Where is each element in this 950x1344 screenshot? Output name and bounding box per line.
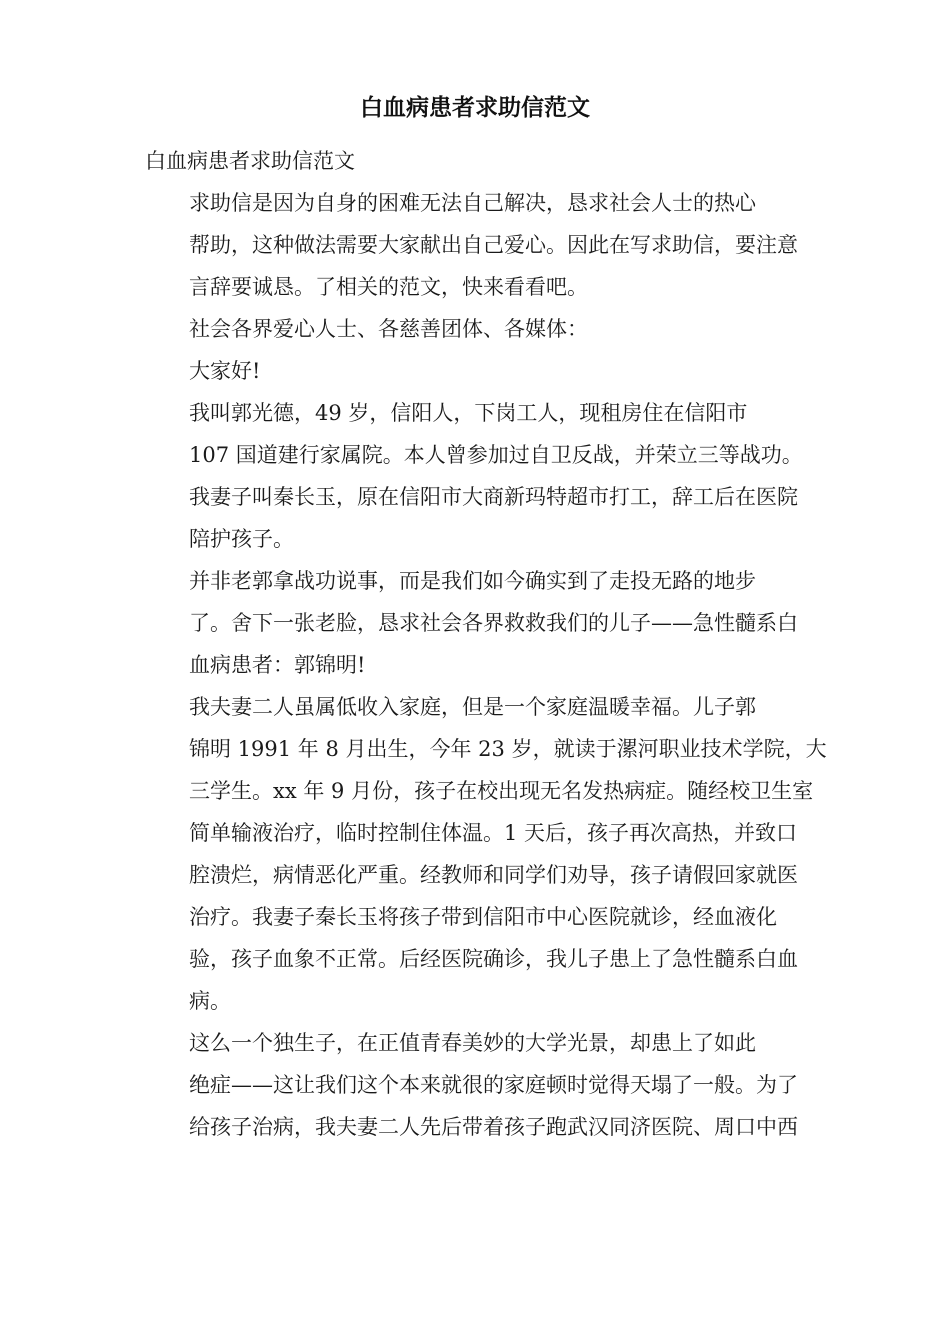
paragraph-line: 陪护孩子。 — [189, 527, 294, 551]
paragraph-line: 我夫妻二人虽属低收入家庭，但是一个家庭温暖幸福。儿子郭 — [189, 695, 756, 719]
paragraph-list — [145, 182, 827, 1148]
document-title: 白血病患者求助信范文 — [360, 95, 590, 121]
paragraph-line: 治疗。我妻子秦长玉将孩子带到信阳市中心医院就诊，经血液化 — [189, 905, 777, 929]
paragraph-line: 了。舍下一张老脸，恳求社会各界救救我们的儿子——急性髓系白 — [189, 611, 798, 635]
paragraph-line: 帮助，这种做法需要大家献出自己爱心。因此在写求助信，要注意 — [189, 233, 798, 257]
paragraph — [145, 182, 800, 308]
paragraph-line: 社会各界爱心人士、各慈善团体、各媒体： — [189, 317, 588, 341]
paragraph-line: 并非老郭拿战功说事，而是我们如今确实到了走投无路的地步 — [189, 569, 756, 593]
paragraph-line: 这么一个独生子，在正值青春美妙的大学光景，却患上了如此 — [189, 1031, 756, 1055]
paragraph-line: 绝症——这让我们这个本来就很的家庭顿时觉得天塌了一般。为了 — [189, 1073, 798, 1097]
paragraph-line: 107 国道建行家属院。本人曾参加过自卫反战，并荣立三等战功。 — [189, 443, 803, 467]
document-subtitle: 白血病患者求助信范文 — [145, 149, 355, 173]
paragraph-line: 血病患者：郭锦明! — [189, 653, 366, 677]
paragraph-line: 大家好! — [189, 359, 261, 383]
paragraph — [145, 686, 827, 1022]
paragraph-line: 简单输液治疗，临时控制住体温。1 天后，孩子再次高热，并致口 — [189, 821, 798, 845]
paragraph — [145, 392, 803, 560]
paragraph-line: 三学生。xx 年 9 月份，孩子在校出现无名发热病症。随经校卫生室 — [189, 779, 814, 803]
paragraph-line: 求助信是因为自身的困难无法自己解决，恳求社会人士的热心 — [189, 191, 756, 215]
paragraph-line: 验，孩子血象不正常。后经医院确诊，我儿子患上了急性髓系白血 — [189, 947, 798, 971]
paragraph-line: 病。 — [189, 989, 231, 1013]
paragraph — [145, 350, 800, 392]
paragraph-line: 锦明 1991 年 8 月出生，今年 23 岁，就读于漯河职业技术学院，大 — [189, 737, 827, 761]
paragraph-line: 我妻子叫秦长玉，原在信阳市大商新玛特超市打工，辞工后在医院 — [189, 485, 798, 509]
paragraph-line: 腔溃烂，病情恶化严重。经教师和同学们劝导，孩子请假回家就医 — [189, 863, 798, 887]
document-body — [145, 140, 827, 1148]
paragraph-line: 我叫郭光德，49 岁，信阳人，下岗工人，现租房住在信阳市 — [189, 401, 748, 425]
paragraph — [145, 560, 800, 686]
paragraph-line: 给孩子治病，我夫妻二人先后带着孩子跑武汉同济医院、周口中西 — [189, 1115, 798, 1139]
paragraph — [145, 1022, 800, 1148]
paragraph-line: 言辞要诚恳。了相关的范文，快来看看吧。 — [189, 275, 588, 299]
paragraph — [145, 308, 800, 350]
